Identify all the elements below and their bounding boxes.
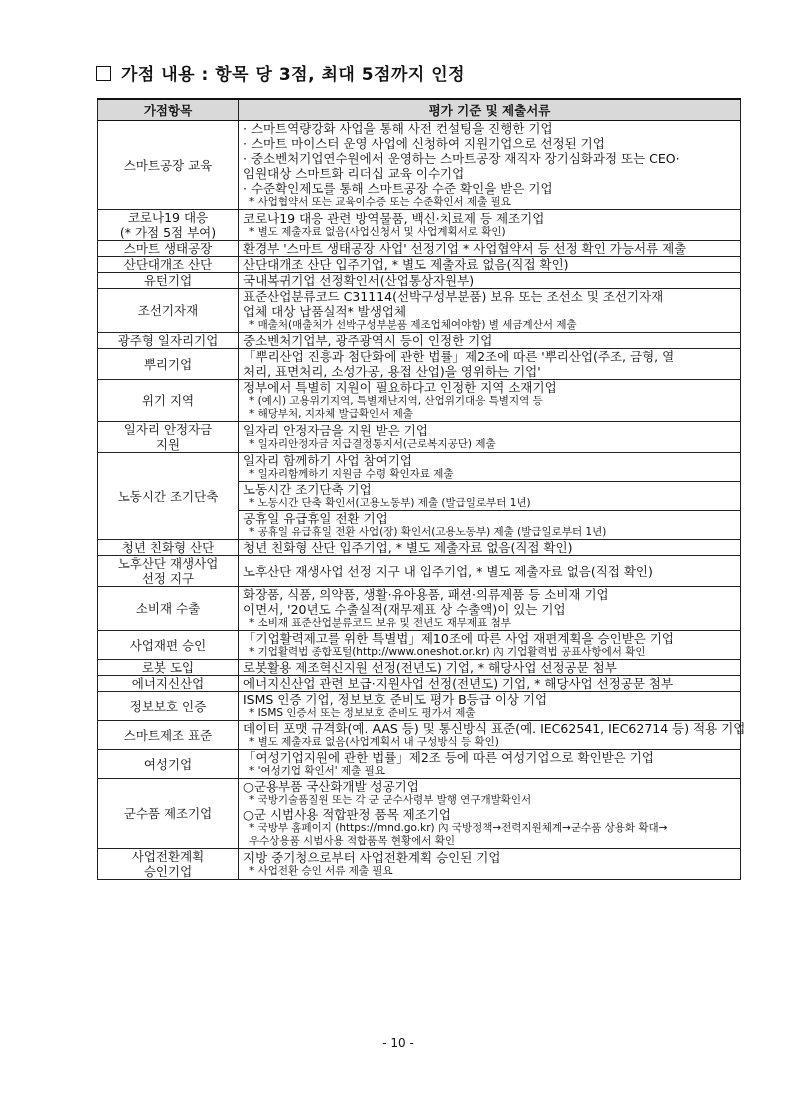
criteria-line: 업체 대상 납품실적* 발생업체: [243, 304, 407, 319]
criteria-group: [243, 211, 736, 239]
criteria-note: * 기업활력법 종합포털(http://www.oneshot.or.kr) 內 기업활력법 공표사항에서 확인: [249, 646, 646, 658]
table-row: [98, 210, 741, 241]
criteria-line: 코로나19 대응 관련 방역물품, 백신·치료제 등 제조기업: [243, 211, 545, 226]
bonus-item-label: 광주형 일자리기업: [117, 333, 219, 348]
criteria-group: [243, 333, 736, 348]
criteria-line: 처리, 표면처리, 소성가공, 용접 산업)을 영위하는 기업': [243, 364, 541, 379]
bonus-item-label: 여성기업: [143, 756, 193, 772]
bonus-item-cell: [98, 273, 239, 289]
checkbox-square-icon: [96, 66, 111, 81]
criteria-note: * '여성기업 확인서' 제출 필요: [249, 765, 385, 777]
criteria-group: [239, 510, 740, 539]
bonus-item-label: 소비재 수출: [135, 601, 201, 616]
criteria-note: * ISMS 인증서 또는 정보보호 준비도 평가서 제출: [249, 707, 476, 719]
criteria-line: · 수준확인제도를 통해 스마트공장 수준 확인을 받은 기업: [243, 181, 553, 196]
table-row: [98, 750, 741, 779]
criteria-note: * 해당부처, 지자체 발급확인서 제출: [249, 408, 413, 420]
criteria-cell: [239, 587, 741, 631]
criteria-group: [243, 850, 736, 878]
criteria-cell: [239, 349, 741, 380]
bonus-item-label: 사업재편 승인: [129, 637, 207, 653]
criteria-line: 공휴일 유급휴일 전환 기업: [243, 511, 388, 526]
bonus-item-label: 코로나19 대응: [127, 210, 209, 225]
bonus-item-label: 노후산단 재생사업: [117, 556, 219, 571]
bonus-item-cell: [98, 779, 239, 849]
criteria-line: 일자리 안정자금을 지원 받은 기업: [243, 423, 428, 438]
criteria-cell: [239, 849, 741, 880]
criteria-cell: [239, 273, 741, 289]
criteria-line: 로봇활용 제조혁신지원 선정(전년도) 기업, * 해당사업 선정공문 첨부: [243, 660, 617, 675]
criteria-cell: [239, 556, 741, 587]
bonus-item-label: 선정 지구: [141, 571, 195, 586]
bonus-item-label: 스마트 생태공장: [123, 241, 213, 256]
bonus-item-label: (* 가점 5점 부여): [119, 225, 217, 240]
bonus-item-cell: [98, 241, 239, 257]
criteria-line: ○군 시범사용 적합판정 품목 제조기업: [243, 807, 451, 822]
criteria-cell: [239, 257, 741, 273]
criteria-note: * 매출처(매출처가 선박구성부분품 제조업체여야함) 별 세금계산서 제출: [249, 319, 577, 331]
criteria-cell: [239, 692, 741, 721]
criteria-cell: [239, 631, 741, 660]
criteria-cell: [239, 660, 741, 676]
bonus-item-label: 노동시간 조기단축: [117, 488, 219, 504]
criteria-group: [243, 453, 736, 481]
table-row: [98, 660, 741, 676]
criteria-group: [243, 692, 736, 720]
criteria-line: ○군용부품 국산화개발 성공기업: [243, 779, 419, 794]
bonus-item-cell: [98, 380, 239, 422]
bonus-item-cell: [98, 556, 239, 587]
page-number: - 10 -: [382, 1036, 414, 1050]
bonus-criteria-table: [97, 98, 746, 880]
bonus-item-cell: [98, 349, 239, 380]
bonus-item-label: 위기 지역: [141, 393, 195, 408]
bonus-item-label: 스마트공장 교육: [123, 157, 213, 173]
criteria-line: · 스마트 마이스터 운영 사업에 신청하여 지원기업으로 선정된 기업: [243, 136, 605, 151]
bonus-item-cell: [98, 257, 239, 273]
criteria-line: 표준산업분류코드 C31114(선박구성부분품) 보유 또는 조선소 및 조선기자재: [243, 289, 664, 304]
bonus-item-cell: [98, 333, 239, 349]
criteria-note: * 사업전환 승인 서류 제출 필요: [249, 865, 393, 877]
table-row: [98, 257, 741, 273]
criteria-line: 데이터 포맷 규격화(예. AAS 등) 및 통신방식 표준(예. IEC62541, IEC62714 등) 적용 기업: [243, 721, 746, 736]
criteria-note: * 소비재 표준산업분류코드 보유 및 전년도 재무제표 첨부: [249, 617, 511, 629]
bonus-item-label: 로봇 도입: [141, 660, 195, 675]
bonus-item-cell: [98, 692, 239, 721]
criteria-line: 이면서, '20년도 수출실적(재무제표 상 수출액)이 있는 기업: [243, 602, 566, 617]
bonus-item-label: 지원: [155, 437, 181, 452]
criteria-cell: [239, 380, 741, 422]
criteria-line: 노후산단 재생사업 선정 지구 내 입주기업, * 별도 제출자료 없음(직접 확인): [243, 563, 653, 579]
criteria-group: [243, 121, 736, 209]
table-row: [98, 587, 741, 631]
table-row: [98, 540, 741, 556]
table-row: [98, 380, 741, 422]
criteria-note: * 국방부 홈페이지 (https://mnd.go.kr) 內 국방정책→전력지원체계→군수품 상용화 확대→: [249, 822, 668, 834]
criteria-line: 노동시간 조기단축 기업: [243, 482, 372, 497]
criteria-line: 일자리 함께하기 사업 참여기업: [243, 453, 412, 468]
criteria-cell: [239, 210, 741, 241]
criteria-note: * 일자리함께하기 지원금 수령 확인자료 제출: [249, 468, 454, 480]
criteria-line: 「여성기업지원에 관한 법률」제2조 등에 따른 여성기업으로 확인받은 기업: [243, 750, 654, 765]
criteria-line: 국내복귀기업 선정확인서(산업통상자원부): [243, 273, 475, 288]
criteria-line: · 중소벤처기업연수원에서 운영하는 스마트공장 재직자 장기심화과정 또는 CEO·: [243, 151, 680, 166]
bonus-item-cell: [98, 210, 239, 241]
criteria-note: * 일자리안정자금 지급결정통지서(근로복지공단) 제출: [249, 438, 496, 450]
header-bonus-item: 가점항목: [98, 99, 239, 121]
criteria-cell: [239, 289, 741, 333]
criteria-line: 임원대상 스마트화 리더십 교육 이수기업: [243, 166, 465, 181]
bonus-item-label: 뿌리기업: [143, 356, 193, 372]
bonus-item-label: 산단대개조 산단: [123, 257, 213, 272]
bonus-item-label: 에너지신산업: [131, 676, 205, 691]
criteria-group: [243, 289, 736, 332]
bonus-item-cell: [98, 453, 239, 540]
criteria-group: [243, 257, 736, 272]
criteria-group: [239, 481, 740, 510]
criteria-cell: [239, 333, 741, 349]
table-row: [98, 692, 741, 721]
criteria-cell: [239, 453, 741, 540]
criteria-line: 화장품, 식품, 의약품, 생활·유아용품, 패션·의류제품 등 소비재 기업: [243, 587, 609, 602]
criteria-line: 「기업활력제고를 위한 특별법」제10조에 따른 사업 재편계획을 승인받은 기업: [243, 631, 674, 646]
criteria-group: [243, 779, 736, 848]
criteria-note: * 사업협약서 또는 교육이수증 또는 수준확인서 제출 필요: [249, 196, 511, 208]
criteria-line: 「뿌리산업 진흥과 첨단화에 관한 법률」제2조에 따른 '뿌리산업(주조, 금형, 열: [243, 349, 675, 364]
criteria-cell: [239, 121, 741, 210]
bonus-item-cell: [98, 422, 239, 453]
bonus-item-cell: [98, 849, 239, 880]
table-row: [98, 453, 741, 540]
bonus-item-label: 조선기자재: [137, 303, 199, 318]
bonus-item-label: 청년 친화형 산단: [121, 540, 215, 555]
bonus-item-label: 일자리 안정자금: [123, 422, 213, 437]
criteria-group: [243, 380, 736, 421]
criteria-group: [243, 721, 746, 749]
bonus-item-label: 스마트제조 표준: [123, 727, 213, 743]
table-row: [98, 273, 741, 289]
criteria-line: 지방 중기청으로부터 사업전환계획 승인된 기업: [243, 850, 501, 865]
criteria-note: * (예시) 고용위기지역, 특별재난지역, 산업위기대응 특별지역 등: [249, 395, 543, 407]
bonus-item-cell: [98, 676, 239, 692]
table-row: [98, 349, 741, 380]
section-heading: [96, 60, 465, 85]
criteria-line: · 스마트역량강화 사업을 통해 사전 컨설팅을 진행한 기업: [243, 121, 553, 136]
table-row: [98, 289, 741, 333]
bonus-item-cell: [98, 660, 239, 676]
table-row: [98, 779, 741, 849]
bonus-item-label: 군수품 제조기업: [123, 806, 213, 821]
bonus-item-label: 정보보호 인증: [129, 698, 207, 714]
criteria-note: * 노동시간 단축 확인서(고용노동부) 제출 (발급일로부터 1년): [249, 497, 531, 509]
criteria-line: 산단대개조 산단 입주기업, * 별도 제출자료 없음(직접 확인): [243, 257, 569, 272]
criteria-note: 우수상용품 시범사용 적합품목 현황에서 확인: [249, 835, 456, 847]
criteria-group: [243, 273, 736, 288]
bonus-item-cell: [98, 631, 239, 660]
table-row: [98, 121, 741, 210]
table-row: [98, 676, 741, 692]
bonus-item-cell: [98, 587, 239, 631]
bonus-item-cell: [98, 289, 239, 333]
criteria-group: [243, 349, 736, 379]
criteria-note: * 별도 제출자료 없음(사업신청서 및 사업계획서로 확인): [249, 226, 506, 238]
criteria-cell: [239, 241, 741, 257]
table-row: [98, 556, 741, 587]
criteria-group: [243, 241, 736, 256]
criteria-line: ISMS 인증 기업, 정보보호 준비도 평가 B등급 이상 기업: [243, 692, 548, 707]
criteria-group: [243, 587, 736, 630]
table-row: [98, 721, 741, 750]
criteria-line: 청년 친화형 산단 입주기업, * 별도 제출자료 없음(직접 확인): [243, 540, 573, 555]
table-body: [98, 121, 746, 880]
criteria-group: [243, 564, 736, 579]
bonus-item-label: 사업전환계획: [131, 849, 205, 864]
criteria-cell: [239, 721, 746, 750]
criteria-note: * 국방기술품질원 또는 각 군 군수사령부 발행 연구개발확인서: [249, 794, 532, 806]
table-row: [98, 631, 741, 660]
criteria-group: [243, 631, 736, 659]
table-row: [98, 422, 741, 453]
criteria-cell: [239, 779, 741, 849]
criteria-group: [243, 676, 736, 691]
criteria-line: 정부에서 특별히 지원이 필요하다고 인정한 지역 소재기업: [243, 380, 557, 395]
bonus-item-label: 승인기업: [143, 864, 193, 879]
criteria-note: * 별도 제출자료 없음(사업계획서 내 구성방식 등 확인): [249, 736, 499, 748]
criteria-cell: [239, 750, 741, 779]
table-header-row: [98, 99, 741, 121]
bonus-item-label: 유턴기업: [143, 273, 193, 288]
criteria-cell: [239, 422, 741, 453]
criteria-line: 중소벤처기업부, 광주광역시 등이 인정한 기업: [243, 333, 493, 348]
bonus-item-cell: [98, 540, 239, 556]
table-row: [98, 241, 741, 257]
bonus-item-cell: [98, 121, 239, 210]
criteria-note: * 공휴일 유급휴일 전환 사업(장) 확인서(고용노동부) 제출 (발급일로부터 1년): [249, 526, 607, 538]
criteria-group: [243, 540, 736, 555]
bonus-item-cell: [98, 721, 239, 750]
criteria-group: [243, 423, 736, 451]
criteria-line: 에너지신산업 관련 보급·지원사업 선정(전년도) 기업, * 해당사업 선정공문 첨부: [243, 676, 674, 691]
criteria-cell: [239, 676, 741, 692]
bonus-item-cell: [98, 750, 239, 779]
table-row: [98, 333, 741, 349]
section-heading-text: 가점 내용 : 항목 당 3점, 최대 5점까지 인정: [121, 65, 466, 85]
criteria-group: [243, 750, 736, 778]
table-row: [98, 849, 741, 880]
criteria-group: [243, 660, 736, 675]
criteria-cell: [239, 540, 741, 556]
header-criteria: 평가 기준 및 제출서류: [239, 99, 741, 121]
criteria-line: 환경부 '스마트 생태공장 사업' 선정기업 * 사업협약서 등 선정 확인 가능서류 제출: [243, 241, 687, 256]
